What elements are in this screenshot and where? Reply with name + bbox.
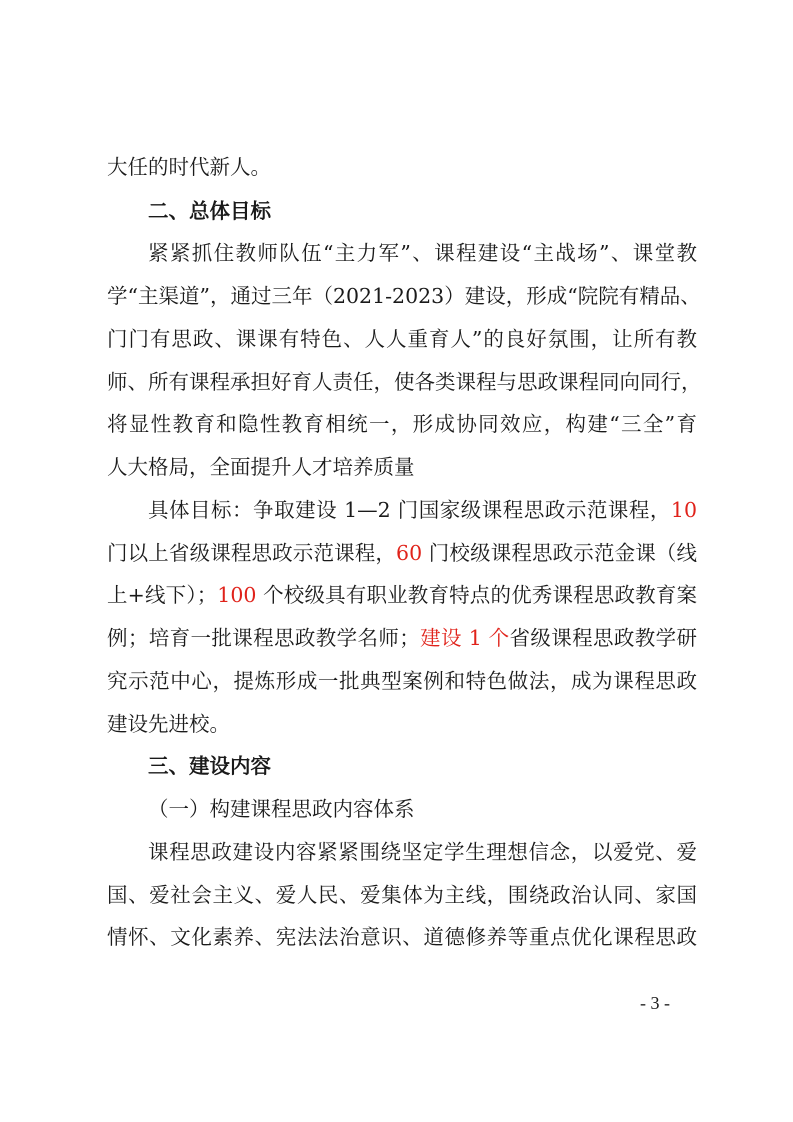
paragraph-line <box>107 880 697 910</box>
highlight-school-count: 60 <box>396 541 423 565</box>
paragraph-line <box>107 623 697 653</box>
text-segment: 师、所有课程承担好育人责任，使各类课程与思政课程同向同行， <box>107 370 702 394</box>
subheading-text: （一）构建课程思政内容体系 <box>148 797 415 821</box>
paragraph-line <box>107 324 697 354</box>
text-segment: 学“主渠道”，通过三年（2021-2023）建设，形成“院院有精品、 <box>107 284 701 308</box>
paragraph-line-end <box>107 709 230 739</box>
text-segment: 紧紧抓住教师队伍“主力军”、课程建设“主战场”、课堂教 <box>148 241 697 265</box>
paragraph-line <box>148 495 697 525</box>
paragraph-line <box>107 409 697 439</box>
highlight-center-count: 建设 1 个 <box>419 626 510 650</box>
text-segment: 情怀、文化素养、宪法法治意识、道德修养等重点优化课程思政 <box>107 925 697 949</box>
paragraph-line <box>107 580 697 610</box>
text-segment: 课程思政建设内容紧紧围绕坚定学生理想信念，以爱党、爱 <box>148 840 697 864</box>
text-segment: 门门有思政、课课有特色、人人重育人”的良好氛围，让所有教 <box>107 327 697 351</box>
paragraph-line <box>107 922 697 952</box>
heading-text: 三、建设内容 <box>148 754 271 778</box>
text-segment: 上+线下）； <box>107 583 218 607</box>
section-heading-construction-content <box>148 751 271 781</box>
text-segment: 门校级课程思政示范金课（线 <box>422 541 698 565</box>
paragraph-line <box>107 538 697 568</box>
text-segment: 人大格局，全面提升人才培养质量 <box>107 455 415 479</box>
paragraph-line <box>107 367 702 397</box>
text-segment: 将显性教育和隐性教育相统一，形成协同效应，构建“三全”育 <box>107 412 697 436</box>
highlight-case-count: 100 <box>217 583 257 607</box>
paragraph-line-continuation <box>107 152 271 182</box>
paragraph-line <box>107 281 701 311</box>
heading-text: 二、总体目标 <box>148 199 271 223</box>
text-segment: 国、爱社会主义、爱人民、爱集体为主线，围绕政治认同、家国 <box>107 883 697 907</box>
highlight-national-count: 10 <box>670 498 697 522</box>
section-heading-overall-goals <box>148 196 271 226</box>
text-segment: 省级课程思政教学研 <box>509 626 698 650</box>
paragraph-line <box>148 837 697 867</box>
text-segment: 究示范中心，提炼形成一批典型案例和特色做法，成为课程思政 <box>107 669 697 693</box>
text-segment: 门以上省级课程思政示范课程， <box>107 541 397 565</box>
paragraph-line-end <box>107 452 415 482</box>
paragraph-line <box>148 238 697 268</box>
subsection-heading <box>148 794 415 824</box>
text-segment: 例；培育一批课程思政教学名师； <box>107 626 420 650</box>
text-segment: 大任的时代新人。 <box>107 155 271 179</box>
text-segment: 个校级具有职业教育特点的优秀课程思政教育案 <box>256 583 697 607</box>
text-segment: 具体目标：争取建设 1—2 门国家级课程思政示范课程， <box>148 498 671 522</box>
page-number: - 3 - <box>640 993 670 1013</box>
text-segment: 建设先进校。 <box>107 712 230 736</box>
paragraph-line <box>107 666 697 696</box>
